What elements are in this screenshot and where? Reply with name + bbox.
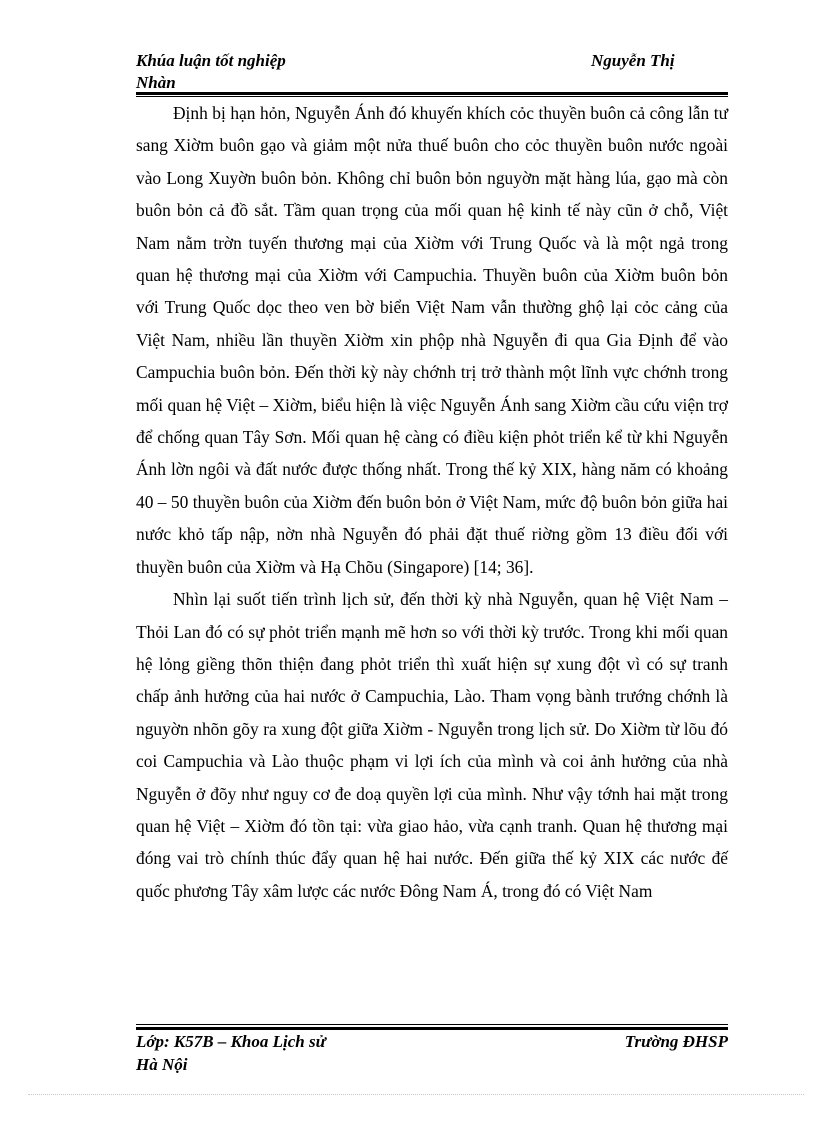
body-text <box>136 97 728 907</box>
header-author-name-continued: Nhàn <box>136 73 176 92</box>
footer-class-department: Lớp: K57B – Khoa Lịch sử <box>136 1032 326 1051</box>
paragraph-1: Định bị hạn hỏn, Nguyễn Ánh đó khuyến khích cỏc thuyền buôn cả công lẫn tư sang Xiờm buôn gạo và giảm một nửa thuế buôn cho cỏc thuyền buôn nước ngoài vào Long Xuyờn buôn bỏn. Không chỉ buôn bỏn nguyờn mặt hàng lúa, gạo mà còn buôn bỏn cả đồ sắt. Tầm quan trọng của mối quan hệ kinh tế này cũn ở chỗ, Việt Nam nằm trờn tuyến thương mại của Xiờm với Trung Quốc và là một ngả trong quan hệ thương mại của Xiờm với Campuchia. Thuyền buôn của Xiờm buôn bỏn với Trung Quốc dọc theo ven bờ biển Việt Nam vẫn thường ghộ lại cỏc cảng của Việt Nam, nhiều lần thuyền Xiờm xin phộp nhà Nguyễn đi qua Gia Định để vào Campuchia buôn bỏn. Đến thời kỳ này chớnh trị trở thành một lĩnh vực chớnh trong mối quan hệ Việt – Xiờm, biểu hiện là việc Nguyễn Ánh sang Xiờm cầu cứu viện trợ để chống quan Tây Sơn. Mối quan hệ càng có điều kiện phỏt triển kể từ khi Nguyễn Ánh lờn ngôi và đất nước được thống nhất. Trong thế kỷ XIX, hàng năm có khoảng 40 – 50 thuyền buôn của Xiờm đến buôn bỏn ở Việt Nam, mức độ buôn bỏn giữa hai nước khỏ tấp nập, nờn nhà Nguyễn đó phải đặt thuế riờng gồm 13 điều đối với thuyền buôn của Xiờm và Hạ Chõu (Singapore) [14; 36]. <box>136 103 728 577</box>
page-bottom-border <box>28 1094 804 1095</box>
header-author-name: Nguyễn Thị <box>591 51 675 70</box>
header-divider-thick <box>136 92 728 95</box>
footer-city: Hà Nội <box>136 1055 188 1074</box>
paragraph-2: Nhìn lại suốt tiến trình lịch sử, đến thời kỳ nhà Nguyễn, quan hệ Việt Nam – Thỏi Lan đó có sự phỏt triển mạnh mẽ hơn so với thời kỳ trước. Trong khi mối quan hệ lỏng giềng thõn thiện đang phỏt triển thì xuất hiện sự xung đột vì có sự tranh chấp ảnh hưởng của hai nước ở Campuchia, Lào. Tham vọng bành trướng chớnh là nguyờn nhõn gõy ra xung đột giữa Xiờm - Nguyễn trong lịch sử. Do Xiờm từ lõu đó coi Campuchia và Lào thuộc phạm vi lợi ích của mình và coi ảnh hưởng của nhà Nguyễn ở đõy như nguy cơ đe doạ quyền lợi của mình. Như vậy tớnh hai mặt trong quan hệ Việt – Xiờm đó tồn tại: vừa giao hảo, vừa cạnh tranh. Quan hệ thương mại đóng vai trò chính thúc đẩy quan hệ hai nước. Đến giữa thế kỷ XIX các nước đế quốc phương Tây xâm lược các nước Đông Nam Á, trong đó có Việt Nam <box>136 589 728 901</box>
header-thesis-title: Khúa luận tốt nghiệp <box>136 51 286 70</box>
footer-university: Trường ĐHSP <box>624 1032 728 1051</box>
footer-divider-thick <box>136 1027 728 1030</box>
footer-divider-thin <box>136 1024 728 1025</box>
